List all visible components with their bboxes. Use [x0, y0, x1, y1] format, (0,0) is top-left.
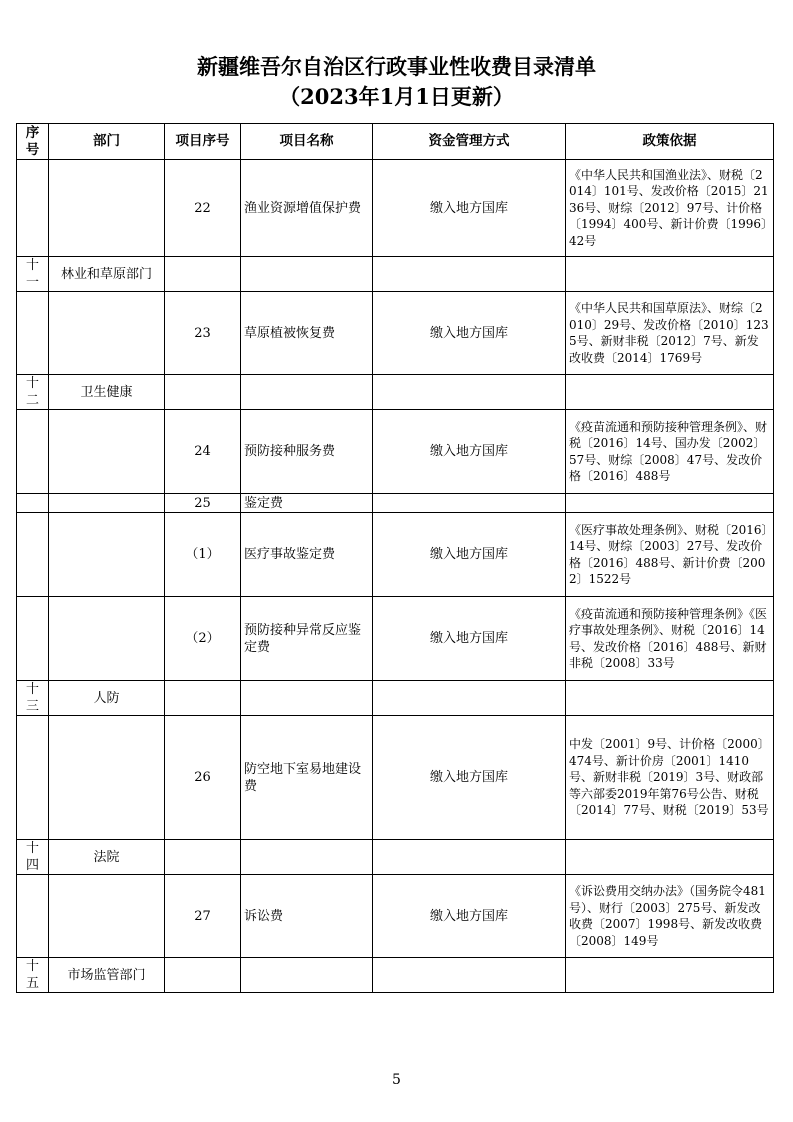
cell-item-name: 鉴定费: [241, 494, 373, 513]
cell-item-name: 预防接种服务费: [241, 410, 373, 494]
header-fund-mgmt: 资金管理方式: [373, 124, 566, 160]
cell-item-no: 26: [165, 716, 241, 840]
cell-dept: [49, 410, 165, 494]
header-dept: 部门: [49, 124, 165, 160]
cell-dept: [49, 160, 165, 257]
cell-fund-mgmt: [373, 840, 566, 875]
cell-item-no: [165, 840, 241, 875]
cell-policy: [566, 681, 774, 716]
table-row: [17, 875, 774, 958]
cell-fund-mgmt: 缴入地方国库: [373, 292, 566, 375]
cell-fund-mgmt: 缴入地方国库: [373, 513, 566, 597]
cell-fund-mgmt: [373, 494, 566, 513]
cell-item-name: 渔业资源增值保护费: [241, 160, 373, 257]
cell-item-no: （1）: [165, 513, 241, 597]
document-title: 新疆维吾尔自治区行政事业性收费目录清单: [197, 54, 596, 79]
header-item-name: 项目名称: [241, 124, 373, 160]
table-row: [17, 597, 774, 681]
cell-dept: 卫生健康: [49, 375, 165, 410]
cell-seq: [17, 875, 49, 958]
cell-item-name: [241, 681, 373, 716]
cell-item-no: [165, 375, 241, 410]
header-policy: 政策依据: [566, 124, 774, 160]
cell-fund-mgmt: 缴入地方国库: [373, 597, 566, 681]
cell-dept: 林业和草原部门: [49, 257, 165, 292]
cell-seq: [17, 410, 49, 494]
cell-dept: 市场监管部门: [49, 958, 165, 993]
cell-policy: [566, 257, 774, 292]
header-item-no: 项目序号: [165, 124, 241, 160]
page-number: 5: [392, 1072, 401, 1088]
cell-item-no: [165, 681, 241, 716]
cell-seq: 十五: [17, 958, 49, 993]
cell-item-name: 诉讼费: [241, 875, 373, 958]
table-row: [17, 840, 774, 875]
table-row: [17, 410, 774, 494]
header-seq: 序号: [17, 124, 49, 160]
cell-item-name: 草原植被恢复费: [241, 292, 373, 375]
cell-item-name: 医疗事故鉴定费: [241, 513, 373, 597]
cell-dept: [49, 513, 165, 597]
table-row: [17, 257, 774, 292]
cell-fund-mgmt: 缴入地方国库: [373, 875, 566, 958]
cell-item-no: 27: [165, 875, 241, 958]
cell-item-name: [241, 958, 373, 993]
table-row: [17, 375, 774, 410]
cell-dept: [49, 716, 165, 840]
cell-dept: [49, 875, 165, 958]
cell-seq: 十四: [17, 840, 49, 875]
cell-fund-mgmt: [373, 257, 566, 292]
cell-item-no: [165, 257, 241, 292]
cell-seq: [17, 292, 49, 375]
cell-fund-mgmt: 缴入地方国库: [373, 410, 566, 494]
cell-item-name: [241, 840, 373, 875]
cell-fund-mgmt: [373, 958, 566, 993]
cell-policy: [566, 494, 774, 513]
cell-policy: 《疫苗流通和预防接种管理条例》、财税〔2016〕14号、国办发〔2002〕57号、财综〔2008〕47号、发改价格〔2016〕488号: [566, 410, 774, 494]
cell-item-no: （2）: [165, 597, 241, 681]
cell-seq: [17, 716, 49, 840]
document-subtitle: （2023年1月1日更新）: [279, 84, 514, 109]
cell-seq: [17, 494, 49, 513]
table-row: [17, 513, 774, 597]
cell-item-no: 23: [165, 292, 241, 375]
cell-policy: 《诉讼费用交纳办法》（国务院令481号）、财行〔2003〕275号、新发改收费〔2007〕1998号、新发改收费〔2008〕149号: [566, 875, 774, 958]
table-row: [17, 160, 774, 257]
cell-item-name: 预防接种异常反应鉴定费: [241, 597, 373, 681]
table-row: [17, 958, 774, 993]
cell-fund-mgmt: 缴入地方国库: [373, 716, 566, 840]
cell-item-no: 24: [165, 410, 241, 494]
cell-item-no: 22: [165, 160, 241, 257]
cell-policy: 《中华人民共和国渔业法》、财税〔2014〕101号、发改价格〔2015〕2136号、财综〔2012〕97号、计价格〔1994〕400号、新计价费〔1996〕42号: [566, 160, 774, 257]
cell-dept: 法院: [49, 840, 165, 875]
cell-policy: 《疫苗流通和预防接种管理条例》《医疗事故处理条例》、财税〔2016〕14号、发改价格〔2016〕488号、新财非税〔2008〕33号: [566, 597, 774, 681]
table-row: [17, 681, 774, 716]
cell-fund-mgmt: [373, 375, 566, 410]
cell-seq: [17, 597, 49, 681]
cell-policy: 《医疗事故处理条例》、财税〔2016〕14号、财综〔2003〕27号、发改价格〔2016〕488号、新计价费〔2002〕1522号: [566, 513, 774, 597]
cell-policy: 中发〔2001〕9号、计价格〔2000〕474号、新计价房〔2001〕1410号、新财非税〔2019〕3号、财政部等六部委2019年第76号公告、财税〔2014〕77号、财税〔2019〕53号: [566, 716, 774, 840]
cell-fund-mgmt: [373, 681, 566, 716]
cell-fund-mgmt: 缴入地方国库: [373, 160, 566, 257]
table-header-row: [17, 124, 774, 160]
cell-item-no: [165, 958, 241, 993]
cell-policy: [566, 375, 774, 410]
cell-dept: [49, 494, 165, 513]
table-row: [17, 716, 774, 840]
cell-policy: [566, 840, 774, 875]
cell-item-name: [241, 375, 373, 410]
cell-seq: 十三: [17, 681, 49, 716]
cell-item-name: [241, 257, 373, 292]
cell-policy: [566, 958, 774, 993]
cell-item-no: 25: [165, 494, 241, 513]
table-row: [17, 292, 774, 375]
cell-seq: [17, 160, 49, 257]
fee-catalog-table: [16, 123, 774, 993]
cell-dept: [49, 597, 165, 681]
cell-seq: [17, 513, 49, 597]
cell-policy: 《中华人民共和国草原法》、财综〔2010〕29号、发改价格〔2010〕1235号、新财非税〔2012〕7号、新发改收费〔2014〕1769号: [566, 292, 774, 375]
cell-dept: [49, 292, 165, 375]
cell-seq: 十一: [17, 257, 49, 292]
cell-seq: 十二: [17, 375, 49, 410]
cell-dept: 人防: [49, 681, 165, 716]
cell-item-name: 防空地下室易地建设费: [241, 716, 373, 840]
table-row: [17, 494, 774, 513]
